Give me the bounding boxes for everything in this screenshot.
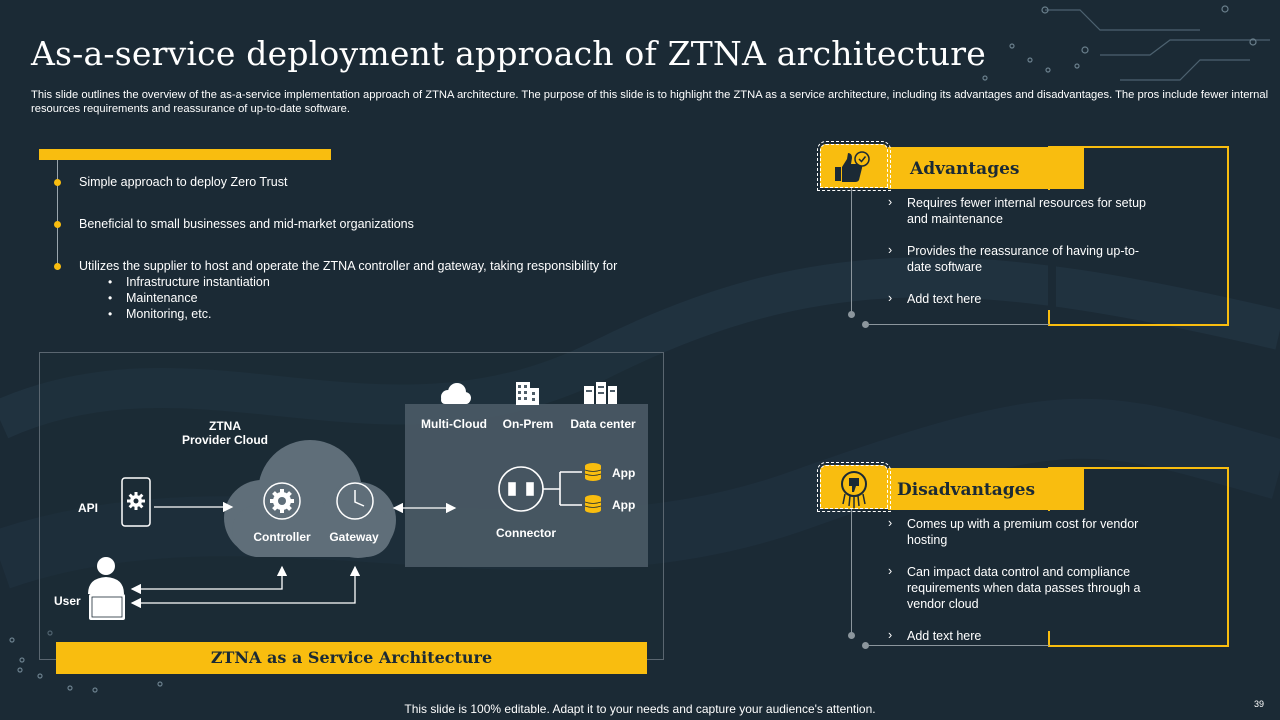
timeline-base-line — [866, 324, 1049, 325]
timeline-dot — [862, 321, 869, 328]
disadvantage-item: Can impact data control and compliance requirements when data passes through a vendor cloud — [907, 565, 1141, 611]
sub-bullet-text: Monitoring, etc. — [126, 307, 212, 321]
diagram-caption: ZTNA as a Service Architecture — [56, 642, 647, 674]
bullet-text: Simple approach to deploy Zero Trust — [79, 175, 288, 189]
disadvantages-icon-box — [820, 465, 888, 509]
disadvantage-item: Comes up with a premium cost for vendor hosting — [907, 517, 1139, 547]
building-icon — [516, 382, 539, 405]
disadvantages-timeline-line — [851, 509, 852, 635]
provider-cloud-label-line2: Provider Cloud — [181, 433, 268, 447]
controller-user-arrow — [132, 567, 282, 589]
on-prem-label: On-Prem — [502, 417, 554, 431]
gateway-user-arrow — [132, 567, 355, 603]
sub-bullet-text: Infrastructure instantiation — [126, 275, 270, 289]
user-icon — [88, 557, 125, 620]
page-title: As-a-service deployment approach of ZTNA architecture — [31, 34, 986, 73]
thumbs-up-icon — [821, 145, 889, 189]
disadvantages-heading: Disadvantages — [888, 468, 1084, 510]
page-number: 39 — [1254, 699, 1265, 709]
multi-cloud-label: Multi-Cloud — [421, 417, 487, 431]
sub-bullet-dot: • — [108, 275, 113, 289]
chevron-right-icon: › — [888, 516, 893, 530]
controller-label: Controller — [253, 530, 311, 544]
sub-bullet-dot: • — [108, 307, 113, 321]
advantage-item: Provides the reassurance of having up-to-date software — [907, 244, 1140, 274]
bullet-text: Beneficial to small businesses and mid-market organizations — [79, 217, 414, 231]
data-center-icon — [584, 382, 617, 404]
api-label: API — [78, 501, 99, 515]
advantage-item: Add text here — [907, 292, 982, 306]
bullet-text: Utilizes the supplier to host and operate the ZTNA controller and gateway, taking responsibility for — [79, 259, 618, 273]
chevron-right-icon: › — [888, 243, 893, 257]
sub-bullet-dot: • — [108, 291, 113, 305]
data-center-label: Data center — [570, 417, 636, 431]
connector-label: Connector — [496, 526, 556, 540]
advantages-timeline-line — [851, 188, 852, 314]
chevron-right-icon: › — [888, 291, 893, 305]
user-label: User — [54, 594, 81, 608]
gateway-label: Gateway — [329, 530, 379, 544]
gear-icon-inner — [270, 489, 294, 513]
footer-note: This slide is 100% editable. Adapt it to your needs and capture your audience's attention. — [404, 702, 876, 716]
advantages-icon-box — [820, 144, 888, 188]
advantage-item: Requires fewer internal resources for setup and maintenance — [907, 196, 1147, 226]
cloud-icon — [441, 383, 471, 404]
timeline-dot — [862, 642, 869, 649]
disadvantage-item: Add text here — [907, 629, 982, 643]
chevron-right-icon: › — [888, 564, 893, 578]
phone-icon — [122, 478, 150, 526]
page-subtitle: This slide outlines the overview of the as-a-service implementation approach of ZTNA architecture. The purpose of this slide is to highlight the ZTNA as a service architecture, including its advantages and disadvantages. The pros include fewer internal resources requirements and reassurance of up-to-date software. — [31, 89, 1269, 115]
app-label: App — [612, 498, 636, 512]
timeline-base-line — [866, 645, 1049, 646]
advantages-heading: Advantages — [888, 147, 1084, 189]
timeline-dot — [848, 632, 855, 639]
thumbs-down-icon — [821, 466, 889, 510]
app-label: App — [612, 466, 636, 480]
timeline-dot — [848, 311, 855, 318]
chevron-right-icon: › — [888, 195, 893, 209]
provider-cloud-label-line1: ZTNA — [209, 419, 241, 433]
sub-bullet-text: Maintenance — [126, 291, 198, 305]
chevron-right-icon: › — [888, 628, 893, 642]
